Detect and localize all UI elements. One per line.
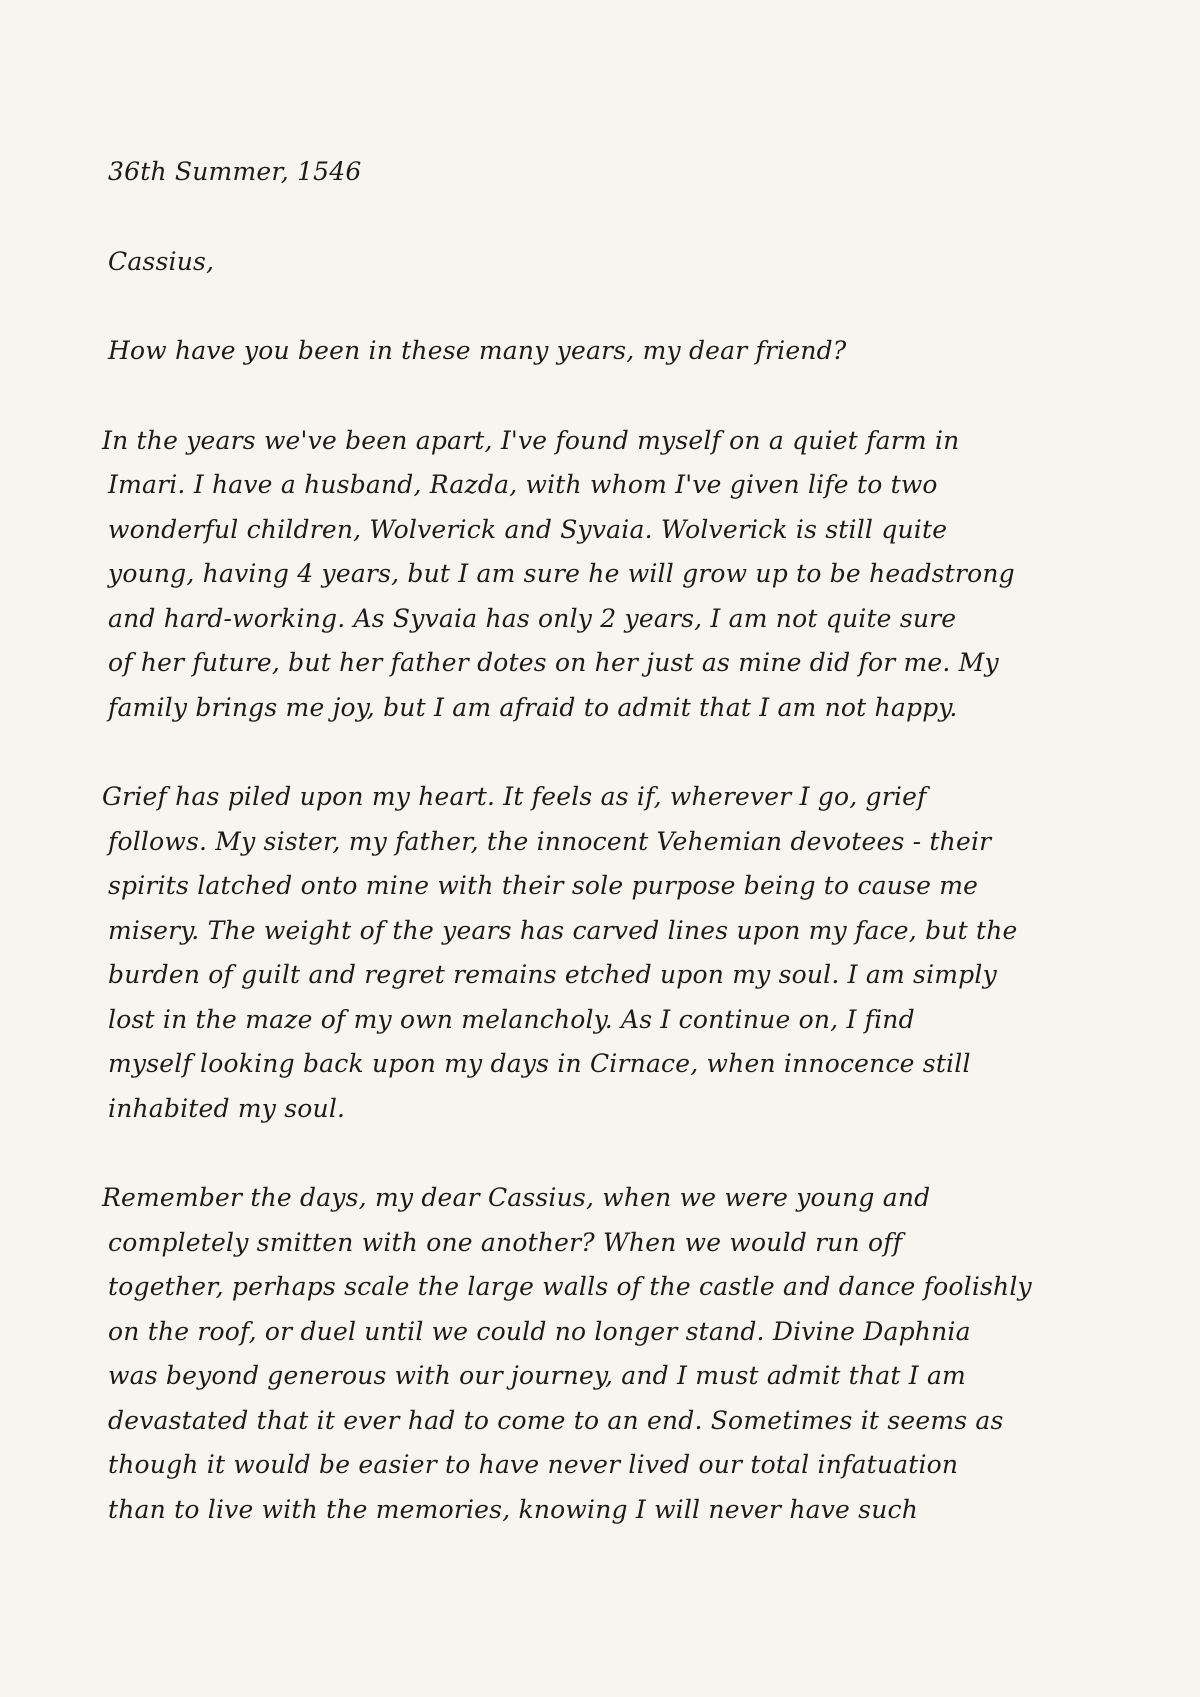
paragraph-line: burden of guilt and regret remains etched upon my soul. I am simply (108, 960, 997, 989)
letter-date: 36th Summer, 1546 (108, 157, 362, 186)
paragraph-2 (102, 775, 1120, 1131)
paragraph-line: misery. The weight of the years has carved lines upon my face, but the (108, 915, 1018, 945)
paragraph-1 (102, 419, 1120, 731)
paragraph-line: and hard-working. As Syvaia has only 2 years, I am not quite sure (108, 603, 957, 633)
paragraph-line: lost in the maze of my own melancholy. As I continue on, I find (108, 1004, 915, 1034)
paragraph-line: Grief has piled upon my heart. It feels as if, wherever I go, grief (102, 782, 927, 811)
paragraph-line: was beyond generous with our journey, and I must admit that I am (108, 1361, 966, 1390)
paragraph-line: completely smitten with one another? When we would run off (108, 1227, 903, 1257)
paragraph-line: young, having 4 years, but I am sure he will grow up to be headstrong (108, 559, 1015, 588)
paragraph-line: devastated that it ever had to come to an end. Sometimes it seems as (108, 1405, 1004, 1435)
paragraph-line: than to live with the memories, knowing I will never have such (108, 1494, 919, 1524)
paragraph-line: wonderful children, Wolverick and Syvaia. Wolverick is still quite (108, 514, 948, 544)
paragraph-line: on the roof, or duel until we could no longer stand. Divine Daphnia (108, 1316, 971, 1346)
paragraph-line: In the years we've been apart, I've found myself on a quiet farm in (102, 425, 960, 455)
paragraph-line: of her future, but her father dotes on her just as mine did for me. My (108, 648, 999, 677)
paragraph-line: myself looking back upon my days in Cirnace, when innocence still (108, 1049, 971, 1078)
letter-salutation: Cassius, (108, 246, 215, 276)
paragraph-line: Remember the days, my dear Cassius, when we were young and (102, 1183, 931, 1212)
paragraph-line: inhabited my soul. (108, 1093, 346, 1123)
paragraph-line: follows. My sister, my father, the innocent Vehemian devotees - their (108, 826, 992, 856)
paragraph-line: together, perhaps scale the large walls of the castle and dance foolishly (108, 1272, 1032, 1301)
paragraph-line: spirits latched onto mine with their sole purpose being to cause me (108, 871, 979, 900)
paragraph-line: family brings me joy, but I am afraid to admit that I am not happy. (108, 692, 958, 722)
letter-greeting: How have you been in these many years, my dear friend? (108, 336, 847, 365)
paragraph-line: Imari. I have a husband, Razda, with whom I've given life to two (108, 470, 938, 499)
paragraph-line: though it would be easier to have never lived our total infatuation (108, 1450, 959, 1479)
paragraph-3 (102, 1176, 1120, 1532)
